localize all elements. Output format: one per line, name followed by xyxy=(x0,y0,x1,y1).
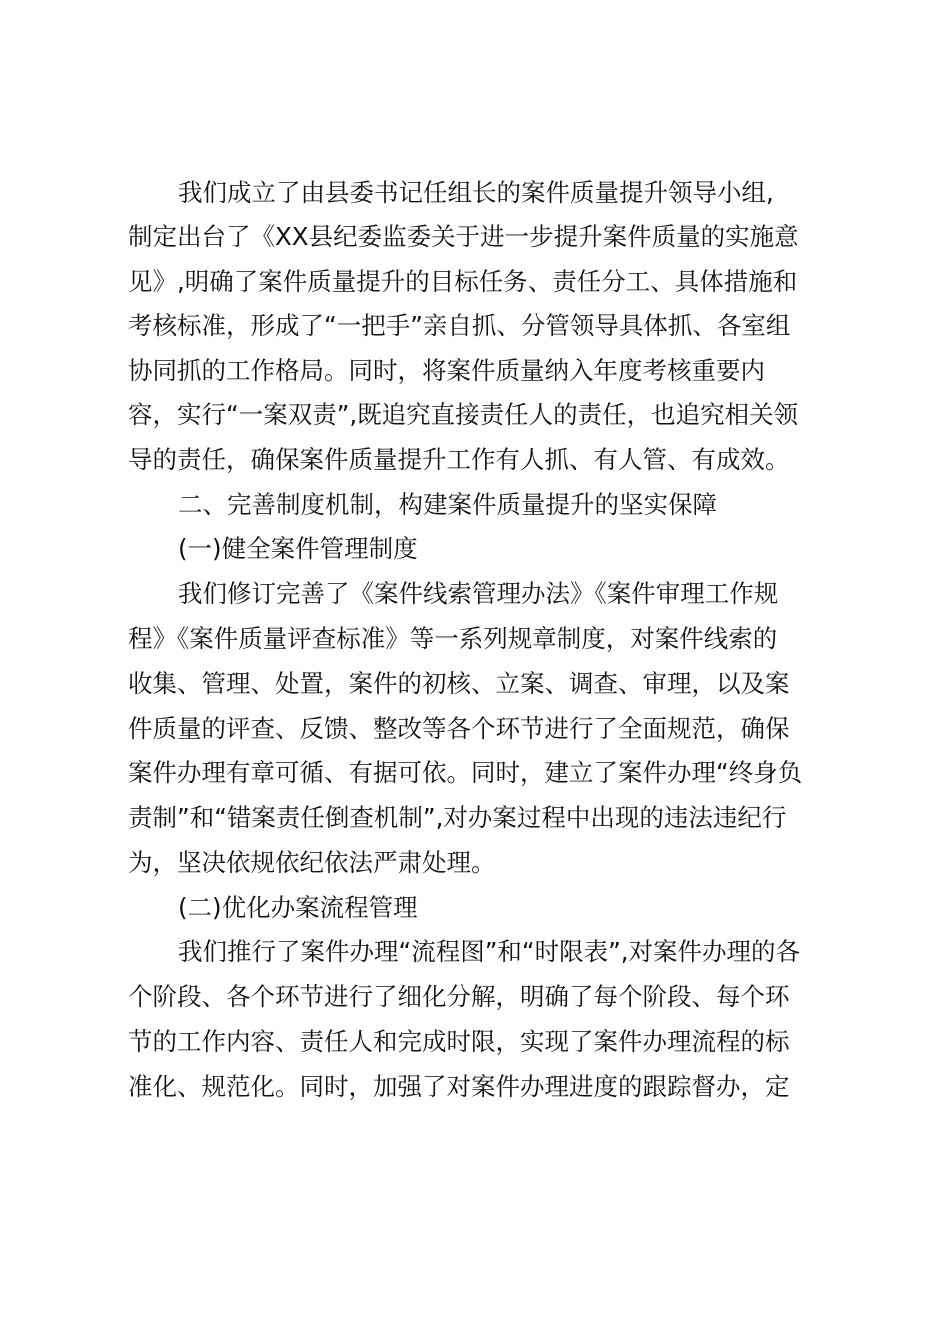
paragraph-line: 我们推行了案件办理“流程图”和“时限表”,对案件办理的各 xyxy=(178,937,801,966)
paragraph-line: 容，实行“一案双责”,既追究直接责任人的责任，也追究相关领 xyxy=(128,400,799,429)
paragraph-line: 我们修订完善了《案件线索管理办法》《案件审理工作规 xyxy=(178,579,779,608)
subsection-heading: (一)健全案件管理制度 xyxy=(178,534,418,563)
paragraph-line: 考核标准，形成了“一把手”亲自抓、分管领导具体抓、各室组 xyxy=(128,311,791,340)
paragraph-line: 我们成立了由县委书记任组长的案件质量提升领导小组, xyxy=(178,178,774,207)
paragraph-line: 见》,明确了案件质量提升的目标任务、责任分工、具体措施和 xyxy=(128,267,798,296)
paragraph-line: 责制”和“错案责任倒查机制”,对办案过程中出现的违法违纪行 xyxy=(128,803,787,832)
subsection-heading: (二)优化办案流程管理 xyxy=(178,893,418,922)
paragraph-line: 准化、规范化。同时，加强了对案件办理进度的跟踪督办，定 xyxy=(128,1072,790,1101)
paragraph-line: 节的工作内容、责任人和完成时限，实现了案件办理流程的标 xyxy=(128,1027,790,1056)
section-heading: 二、完善制度机制，构建案件质量提升的坚实保障 xyxy=(178,490,717,519)
paragraph-line: 为，坚决依规依纪依法严肃处理。 xyxy=(128,848,496,877)
paragraph-line: 个阶段、各个环节进行了细化分解，明确了每个阶段、每个环 xyxy=(128,982,790,1011)
paragraph-line: 导的责任，确保案件质量提升工作有人抓、有人管、有成效。 xyxy=(128,445,790,474)
paragraph-line: 收集、管理、处置，案件的初核、立案、调查、审理，以及案 xyxy=(128,669,790,698)
paragraph-line: 程》《案件质量评查标准》等一系列规章制度，对案件线索的 xyxy=(128,624,778,653)
paragraph-line: 件质量的评查、反馈、整改等各个环节进行了全面规范，确保 xyxy=(128,714,790,743)
paragraph-line: 案件办理有章可循、有据可依。同时，建立了案件办理“终身负 xyxy=(128,758,803,787)
paragraph-line: 制定出台了《XX县纪委监委关于进一步提升案件质量的实施意 xyxy=(128,222,799,251)
paragraph-line: 协同抓的工作格局。同时，将案件质量纳入年度考核重要内 xyxy=(128,356,765,385)
